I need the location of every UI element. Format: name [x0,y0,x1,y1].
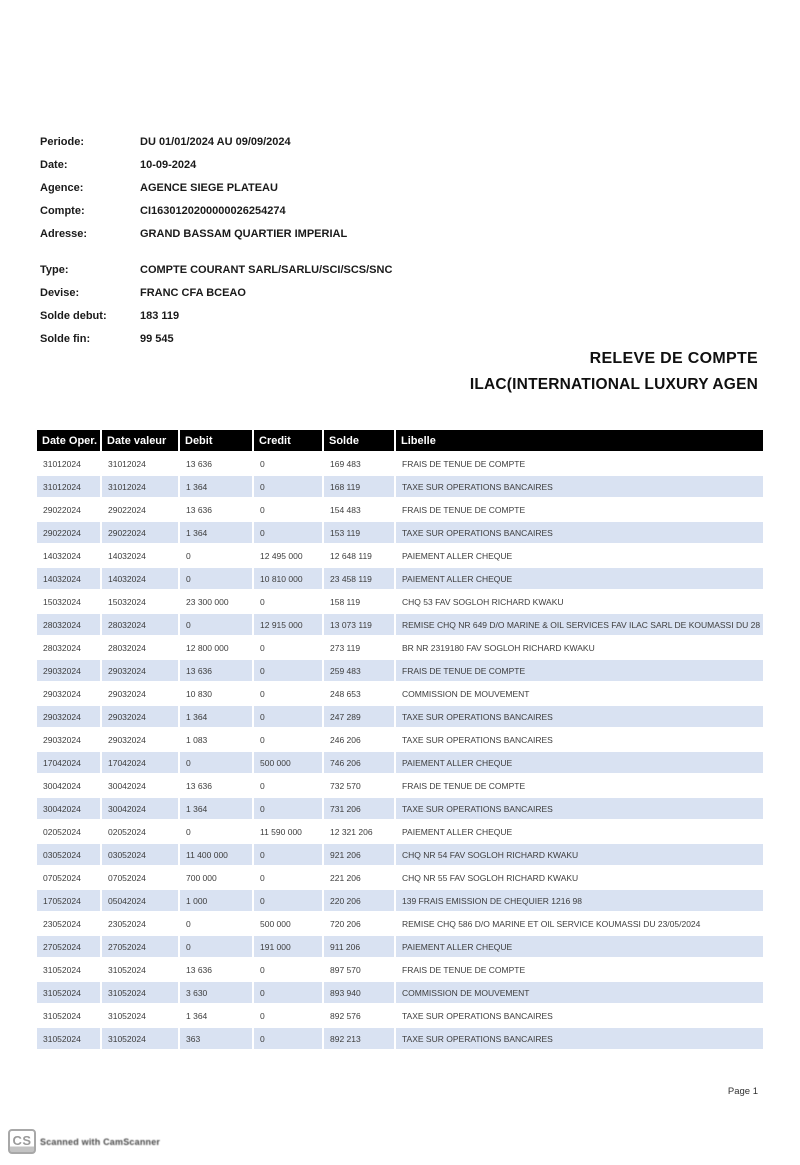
cell-libelle: TAXE SUR OPERATIONS BANCAIRES [394,520,763,543]
meta-label: Type: [40,264,69,276]
cell-debit: 0 [178,543,252,566]
cell-solde: 248 653 [322,681,394,704]
cell-libelle: CHQ NR 55 FAV SOGLOH RICHARD KWAKU [394,865,763,888]
cell-date-oper: 30042024 [37,773,100,796]
transactions-table [37,430,763,1049]
cell-debit: 1 364 [178,1003,252,1026]
cell-solde: 897 570 [322,957,394,980]
cell-credit: 0 [252,796,322,819]
cell-credit: 0 [252,704,322,727]
cell-date-valeur: 05042024 [100,888,178,911]
cell-libelle: COMMISSION DE MOUVEMENT [394,980,763,1003]
cell-debit: 13 636 [178,658,252,681]
meta-row-compte [40,205,347,228]
cell-credit: 0 [252,451,322,474]
cell-date-oper: 31052024 [37,957,100,980]
cell-date-valeur: 17042024 [100,750,178,773]
cell-date-oper: 15032024 [37,589,100,612]
cell-credit: 0 [252,727,322,750]
cell-date-valeur: 31052024 [100,980,178,1003]
meta-value: CI1630120200000026254274 [140,205,286,217]
table-row [37,520,763,543]
meta-value: COMPTE COURANT SARL/SARLU/SCI/SCS/SNC [140,264,393,276]
cell-libelle: CHQ NR 54 FAV SOGLOH RICHARD KWAKU [394,842,763,865]
page-title: RELEVE DE COMPTE [589,350,758,367]
meta-label: Solde fin: [40,333,91,345]
meta-label: Periode: [40,136,85,148]
cell-solde: 221 206 [322,865,394,888]
cell-date-oper: 29032024 [37,658,100,681]
table-row [37,451,763,474]
cell-date-valeur: 31052024 [100,1003,178,1026]
cell-credit: 0 [252,658,322,681]
cell-debit: 3 630 [178,980,252,1003]
cell-libelle: TAXE SUR OPERATIONS BANCAIRES [394,796,763,819]
table-row [37,635,763,658]
cell-debit: 363 [178,1026,252,1049]
cell-credit: 0 [252,497,322,520]
cell-solde: 12 648 119 [322,543,394,566]
cell-date-valeur: 30042024 [100,773,178,796]
page-number: Page 1 [727,1086,758,1097]
statement-meta-block [40,136,347,251]
table-header-row [37,430,763,451]
cell-solde: 23 458 119 [322,566,394,589]
cell-libelle: COMMISSION DE MOUVEMENT [394,681,763,704]
cell-date-oper: 31052024 [37,1003,100,1026]
table-row [37,566,763,589]
cell-date-valeur: 28032024 [100,612,178,635]
cell-date-valeur: 31052024 [100,957,178,980]
cell-date-oper: 29032024 [37,681,100,704]
cell-libelle: FRAIS DE TENUE DE COMPTE [394,658,763,681]
table-row [37,658,763,681]
meta-value: AGENCE SIEGE PLATEAU [140,182,278,194]
cell-date-oper: 31012024 [37,451,100,474]
statement-title-block [470,350,758,394]
cell-libelle: PAIEMENT ALLER CHEQUE [394,543,763,566]
cell-solde: 892 213 [322,1026,394,1049]
cell-debit: 0 [178,819,252,842]
meta-label: Devise: [40,287,80,299]
col-header-date-oper: Date Oper. [37,430,100,451]
account-meta-block [40,264,392,356]
cell-date-oper: 17042024 [37,750,100,773]
cell-debit: 1 364 [178,796,252,819]
cell-debit: 700 000 [178,865,252,888]
cell-credit: 0 [252,520,322,543]
cell-libelle: REMISE CHQ 586 D/O MARINE ET OIL SERVICE KOUMASSI DU 23/05/2024 [394,911,763,934]
cell-date-valeur: 31012024 [100,474,178,497]
meta-row-type [40,264,392,287]
cell-solde: 893 940 [322,980,394,1003]
table-row [37,773,763,796]
cell-solde: 169 483 [322,451,394,474]
cell-credit: 12 495 000 [252,543,322,566]
cell-libelle: PAIEMENT ALLER CHEQUE [394,819,763,842]
cell-libelle: BR NR 2319180 FAV SOGLOH RICHARD KWAKU [394,635,763,658]
cell-solde: 220 206 [322,888,394,911]
table-body [37,451,763,1049]
cell-date-oper: 31052024 [37,1026,100,1049]
cell-date-valeur: 29032024 [100,658,178,681]
table-header [37,430,763,451]
table-row [37,911,763,934]
cell-solde: 892 576 [322,1003,394,1026]
cell-credit: 500 000 [252,750,322,773]
cell-debit: 0 [178,750,252,773]
meta-value: 183 119 [140,310,180,322]
cell-date-oper: 14032024 [37,543,100,566]
table-row [37,1026,763,1049]
table-row [37,957,763,980]
cell-solde: 158 119 [322,589,394,612]
cell-debit: 1 364 [178,520,252,543]
cell-solde: 921 206 [322,842,394,865]
camscanner-logo-icon: CS [8,1129,36,1154]
cell-libelle: TAXE SUR OPERATIONS BANCAIRES [394,727,763,750]
cell-credit: 0 [252,842,322,865]
meta-row-adresse [40,228,347,251]
cell-debit: 12 800 000 [178,635,252,658]
table-row [37,474,763,497]
cell-date-valeur: 29022024 [100,497,178,520]
cell-debit: 13 636 [178,497,252,520]
cell-date-oper: 27052024 [37,934,100,957]
cell-libelle: PAIEMENT ALLER CHEQUE [394,750,763,773]
camscanner-watermark-text: Scanned with CamScanner [40,1137,161,1147]
cell-debit: 11 400 000 [178,842,252,865]
col-header-debit: Debit [178,430,252,451]
table-row [37,612,763,635]
cell-credit: 0 [252,865,322,888]
table-row [37,980,763,1003]
cell-solde: 259 483 [322,658,394,681]
cell-solde: 246 206 [322,727,394,750]
cell-solde: 746 206 [322,750,394,773]
cell-date-oper: 14032024 [37,566,100,589]
cell-debit: 0 [178,612,252,635]
cell-date-valeur: 30042024 [100,796,178,819]
cell-solde: 731 206 [322,796,394,819]
cell-credit: 500 000 [252,911,322,934]
cell-libelle: REMISE CHQ NR 649 D/O MARINE & OIL SERVICES FAV ILAC SARL DE KOUMASSI DU 28 [394,612,763,635]
cell-date-valeur: 14032024 [100,566,178,589]
cell-date-valeur: 28032024 [100,635,178,658]
cell-solde: 168 119 [322,474,394,497]
cell-libelle: FRAIS DE TENUE DE COMPTE [394,957,763,980]
cell-solde: 732 570 [322,773,394,796]
meta-row-agence [40,182,347,205]
cell-credit: 0 [252,589,322,612]
table-row [37,819,763,842]
cell-date-oper: 03052024 [37,842,100,865]
cell-date-oper: 17052024 [37,888,100,911]
cell-solde: 153 119 [322,520,394,543]
cell-date-oper: 28032024 [37,635,100,658]
cell-date-valeur: 07052024 [100,865,178,888]
table-row [37,865,763,888]
cell-libelle: FRAIS DE TENUE DE COMPTE [394,497,763,520]
cell-libelle: PAIEMENT ALLER CHEQUE [394,934,763,957]
cell-libelle: TAXE SUR OPERATIONS BANCAIRES [394,1026,763,1049]
cell-debit: 0 [178,566,252,589]
cell-credit: 0 [252,957,322,980]
col-header-solde: Solde [322,430,394,451]
cell-date-oper: 29022024 [37,520,100,543]
cell-debit: 1 364 [178,474,252,497]
meta-value: FRANC CFA BCEAO [140,287,246,299]
cell-solde: 12 321 206 [322,819,394,842]
cell-date-valeur: 23052024 [100,911,178,934]
cell-date-oper: 07052024 [37,865,100,888]
cell-credit: 0 [252,474,322,497]
cell-date-oper: 29032024 [37,704,100,727]
cell-debit: 0 [178,934,252,957]
meta-value: DU 01/01/2024 AU 09/09/2024 [140,136,291,148]
table-row [37,704,763,727]
meta-label: Solde debut: [40,310,107,322]
cell-date-valeur: 29032024 [100,681,178,704]
cell-debit: 1 083 [178,727,252,750]
cell-credit: 0 [252,1003,322,1026]
cell-date-valeur: 15032024 [100,589,178,612]
cell-debit: 13 636 [178,957,252,980]
meta-row-periode [40,136,347,159]
table-row [37,543,763,566]
cell-credit: 0 [252,888,322,911]
cell-solde: 273 119 [322,635,394,658]
meta-value: 99 545 [140,333,174,345]
cell-date-oper: 28032024 [37,612,100,635]
table-row [37,796,763,819]
col-header-date-valeur: Date valeur [100,430,178,451]
cell-credit: 0 [252,635,322,658]
meta-label: Agence: [40,182,84,194]
col-header-libelle: Libelle [394,430,763,451]
meta-row-date [40,159,347,182]
meta-row-solde-debut [40,310,392,333]
cell-date-oper: 30042024 [37,796,100,819]
table-row [37,497,763,520]
account-holder-title: ILAC(INTERNATIONAL LUXURY AGEN [469,376,758,393]
meta-label: Adresse: [40,228,88,240]
cell-libelle: TAXE SUR OPERATIONS BANCAIRES [394,474,763,497]
cell-credit: 12 915 000 [252,612,322,635]
cell-credit: 10 810 000 [252,566,322,589]
cell-solde: 247 289 [322,704,394,727]
cell-credit: 191 000 [252,934,322,957]
meta-row-devise [40,287,392,310]
cell-debit: 1 000 [178,888,252,911]
cell-debit: 0 [178,911,252,934]
cell-date-valeur: 03052024 [100,842,178,865]
cell-date-oper: 31052024 [37,980,100,1003]
cell-date-oper: 29022024 [37,497,100,520]
meta-label: Date: [40,159,68,171]
cell-date-oper: 31012024 [37,474,100,497]
cell-credit: 11 590 000 [252,819,322,842]
meta-label: Compte: [40,205,85,217]
cell-date-valeur: 31012024 [100,451,178,474]
cell-date-oper: 29032024 [37,727,100,750]
cell-date-valeur: 29022024 [100,520,178,543]
cell-debit: 10 830 [178,681,252,704]
cell-libelle: PAIEMENT ALLER CHEQUE [394,566,763,589]
table-row [37,681,763,704]
cell-debit: 13 636 [178,451,252,474]
cell-date-valeur: 31052024 [100,1026,178,1049]
table-row [37,1003,763,1026]
cell-credit: 0 [252,1026,322,1049]
cell-credit: 0 [252,681,322,704]
table-row [37,727,763,750]
cell-credit: 0 [252,773,322,796]
table-row [37,934,763,957]
cell-debit: 13 636 [178,773,252,796]
table-row [37,842,763,865]
table-row [37,750,763,773]
table-row [37,888,763,911]
table-row [37,589,763,612]
cell-date-valeur: 14032024 [100,543,178,566]
cell-libelle: TAXE SUR OPERATIONS BANCAIRES [394,1003,763,1026]
cell-date-valeur: 02052024 [100,819,178,842]
cell-solde: 154 483 [322,497,394,520]
cell-libelle: FRAIS DE TENUE DE COMPTE [394,773,763,796]
cell-libelle: 139 FRAIS EMISSION DE CHEQUIER 1216 98 [394,888,763,911]
cell-credit: 0 [252,980,322,1003]
cell-debit: 1 364 [178,704,252,727]
cell-solde: 720 206 [322,911,394,934]
cell-date-valeur: 29032024 [100,704,178,727]
cell-date-oper: 23052024 [37,911,100,934]
cell-solde: 911 206 [322,934,394,957]
col-header-credit: Credit [252,430,322,451]
meta-value: GRAND BASSAM QUARTIER IMPERIAL [140,228,348,240]
cell-libelle: CHQ 53 FAV SOGLOH RICHARD KWAKU [394,589,763,612]
meta-value: 10-09-2024 [140,159,197,171]
cell-debit: 23 300 000 [178,589,252,612]
meta-row-solde-fin [40,333,392,356]
cell-libelle: FRAIS DE TENUE DE COMPTE [394,451,763,474]
cell-date-valeur: 29032024 [100,727,178,750]
cell-date-valeur: 27052024 [100,934,178,957]
cell-libelle: TAXE SUR OPERATIONS BANCAIRES [394,704,763,727]
cell-solde: 13 073 119 [322,612,394,635]
cell-date-oper: 02052024 [37,819,100,842]
